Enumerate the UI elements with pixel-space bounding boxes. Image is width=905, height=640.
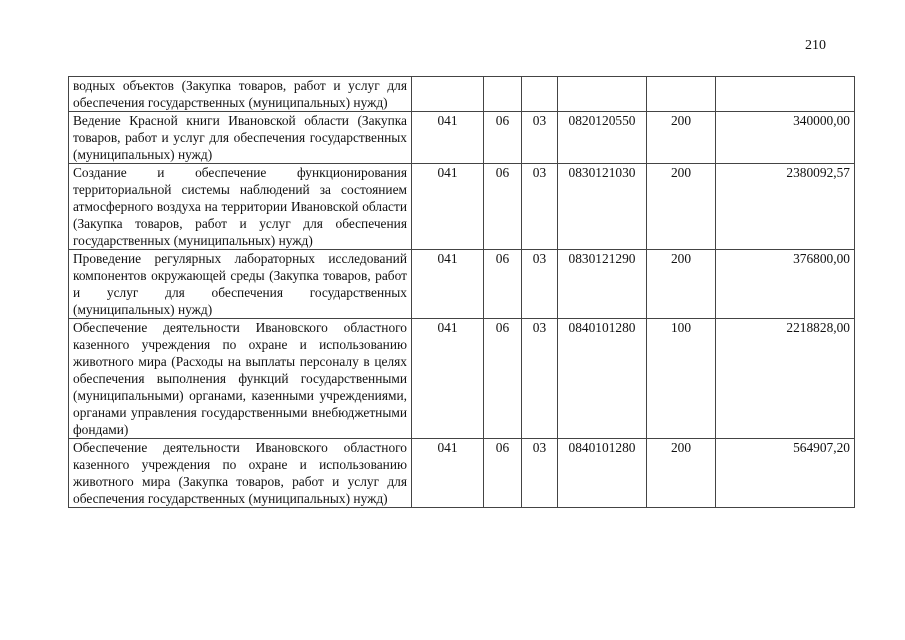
cell-section-code: [484, 77, 522, 112]
cell-ministry-code: 041: [412, 164, 484, 250]
cell-section-code: 06: [484, 319, 522, 439]
cell-target-article: 0830121030: [558, 164, 647, 250]
cell-target-article: 0820120550: [558, 112, 647, 164]
cell-section-code: 06: [484, 112, 522, 164]
cell-subsection-code: 03: [522, 250, 558, 319]
table-row: [69, 250, 855, 319]
cell-target-article: 0840101280: [558, 319, 647, 439]
table-body: [69, 77, 855, 508]
budget-table: [68, 76, 855, 508]
cell-target-article: 0840101280: [558, 439, 647, 508]
cell-description: Ведение Красной книги Ивановской области (Закупка товаров, работ и услуг для обеспечения государственных (муниципальных) нужд): [69, 112, 412, 164]
cell-subsection-code: [522, 77, 558, 112]
cell-amount: 2380092,57: [716, 164, 855, 250]
cell-ministry-code: 041: [412, 439, 484, 508]
cell-subsection-code: 03: [522, 319, 558, 439]
cell-target-article: [558, 77, 647, 112]
cell-subsection-code: 03: [522, 164, 558, 250]
cell-amount: 564907,20: [716, 439, 855, 508]
table-row: [69, 164, 855, 250]
cell-subsection-code: 03: [522, 112, 558, 164]
cell-section-code: 06: [484, 250, 522, 319]
table-row: [69, 77, 855, 112]
table-row: [69, 439, 855, 508]
cell-expense-type: 200: [647, 439, 716, 508]
cell-amount: [716, 77, 855, 112]
cell-section-code: 06: [484, 439, 522, 508]
page-number: 210: [805, 38, 826, 53]
cell-description: Проведение регулярных лабораторных исследований компонентов окружающей среды (Закупка товаров, работ и услуг для обеспечения государственных (муниципальных) нужд): [69, 250, 412, 319]
cell-amount: 376800,00: [716, 250, 855, 319]
cell-expense-type: 200: [647, 250, 716, 319]
cell-target-article: 0830121290: [558, 250, 647, 319]
cell-ministry-code: 041: [412, 112, 484, 164]
table-row: [69, 112, 855, 164]
cell-ministry-code: 041: [412, 319, 484, 439]
cell-section-code: 06: [484, 164, 522, 250]
cell-ministry-code: 041: [412, 250, 484, 319]
cell-amount: 2218828,00: [716, 319, 855, 439]
cell-description: Обеспечение деятельности Ивановского областного казенного учреждения по охране и использованию животного мира (Закупка товаров, работ и услуг для обеспечения государственных (муниципальных) нужд): [69, 439, 412, 508]
cell-subsection-code: 03: [522, 439, 558, 508]
cell-description: Обеспечение деятельности Ивановского областного казенного учреждения по охране и использованию животного мира (Расходы на выплаты персоналу в целях обеспечения выполнения функций государственными (муниципальными) органами, казенными учреждениями, органами управления государственными внебюджетными фондами): [69, 319, 412, 439]
cell-expense-type: 100: [647, 319, 716, 439]
cell-description: Создание и обеспечение функционирования территориальной системы наблюдений за состоянием атмосферного воздуха на территории Ивановской области (Закупка товаров, работ и услуг для обеспечения государственных (муниципальных) нужд): [69, 164, 412, 250]
table-row: [69, 319, 855, 439]
cell-ministry-code: [412, 77, 484, 112]
cell-description: водных объектов (Закупка товаров, работ и услуг для обеспечения государственных (муниципальных) нужд): [69, 77, 412, 112]
cell-expense-type: 200: [647, 164, 716, 250]
cell-expense-type: [647, 77, 716, 112]
cell-amount: 340000,00: [716, 112, 855, 164]
cell-expense-type: 200: [647, 112, 716, 164]
